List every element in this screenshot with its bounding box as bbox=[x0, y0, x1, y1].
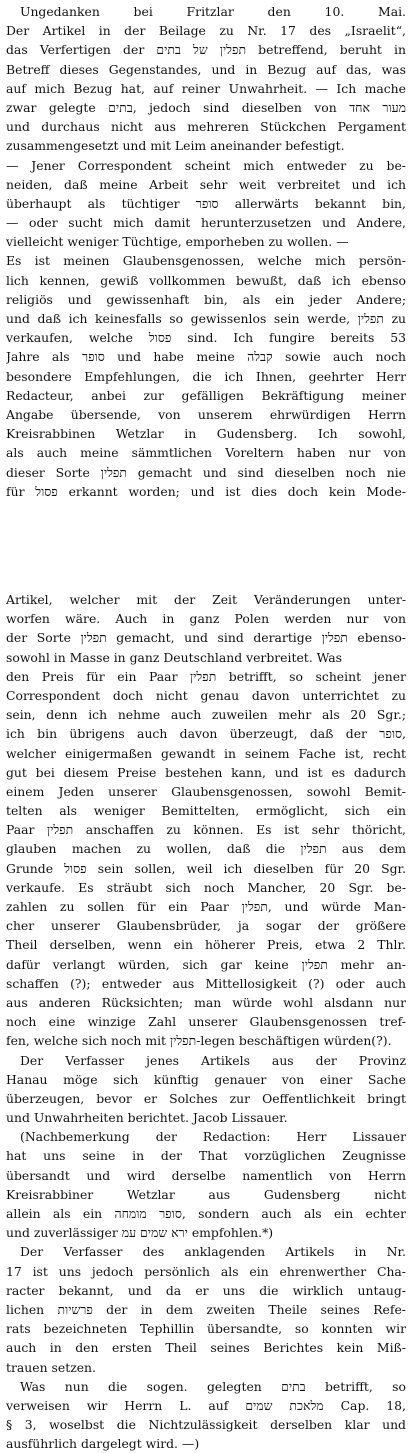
text-line: Kreisrabbinen Wetzlar in Gudensberg. Ich sowohl, bbox=[6, 426, 406, 442]
text-line: auch in den ersten Theil seines Berichtes kein Miß- bbox=[6, 1340, 406, 1356]
text-line: — oder sucht mich damit herunterzusetzen und Andere, bbox=[6, 215, 406, 231]
text-line: hat uns seine in der That vorzüglichen Zeugnisse bbox=[6, 1148, 406, 1164]
text-line: aus anderen Rücksichten; man würde wohl alsdann nur bbox=[6, 994, 406, 1010]
text-line: Kreisrabbiner Wetzlar aus Gudensberg nicht bbox=[6, 1186, 406, 1202]
text-line: § 3, woselbst die Nichtzulässigkeit derselben klar und bbox=[6, 1417, 406, 1433]
text-line: ausführlich dargelegt wird. —) bbox=[6, 1436, 200, 1452]
text-line: Der Verfasser des anklagenden Artikels in Nr. bbox=[20, 1244, 406, 1260]
text-line: auf mich Bezug hat, auf reiner Unwahrheit. — Ich mache bbox=[6, 80, 406, 96]
text-line: und Unwahrheiten berichtet. Jacob Lissauer. bbox=[6, 1110, 288, 1126]
text-line: Artikel, welcher mit der Zeit Veränderungen unter- bbox=[6, 592, 406, 607]
text-line: und daß ich keinesfalls so gewissenlos sein werde, תפלין zu bbox=[6, 311, 406, 326]
text-line: überzeugen, bevor er Solches zur Oeffentlichkeit bringt bbox=[6, 1090, 406, 1106]
text-line: (Nachbemerkung der Redaction: Herr Lissauer bbox=[20, 1129, 406, 1145]
text-line: Grunde פסול sein sollen, weil ich dieselben für 20 Sgr. bbox=[6, 860, 406, 876]
text-line: Redacteur, anbei zur gefälligen Bekräftigung meiner bbox=[6, 387, 406, 403]
text-line: verkaufen, welche פסול sind. Ich fungire bereits 53 bbox=[6, 330, 406, 346]
text-line: Was nun die sogen. gelegten בתים betrifft, so bbox=[20, 1378, 406, 1394]
text-line: Paar תפלין anschaffen zu können. Es ist sehr thöricht, bbox=[6, 822, 406, 838]
text-line: Der Artikel in der Beilage zu Nr. 17 des „Israelit“, bbox=[6, 23, 406, 39]
text-line: dafür verlangt würden, sich gar keine תפלין mehr an- bbox=[6, 956, 406, 972]
text-line: telten als weniger Bemittelten, ermöglicht, sich ein bbox=[6, 803, 406, 819]
text-line: und durchaus nicht aus mehreren Stückchen Pergament bbox=[6, 119, 406, 135]
text-line: verkaufe. Es sträubt sich noch Mancher, 20 Sgr. be- bbox=[6, 879, 406, 895]
text-line: lichen פרשיות der in dem zweiten Theile seines Refe- bbox=[6, 1301, 406, 1317]
text-line: vielleicht weniger Tüchtige, emporheben zu wollen. — bbox=[6, 234, 349, 250]
text-line: religiös und gewissenhaft bin, als ein jeder Andere; bbox=[6, 291, 406, 307]
text-line: das Verfertigen der תפלין של בתים betreffend, beruht in bbox=[6, 42, 406, 58]
text-line: den Preis für ein Paar תפלין betrifft, so scheint jener bbox=[6, 668, 406, 684]
text-line: besondere Empfehlungen, die ich Ihnen, geehrter Herr bbox=[6, 368, 406, 384]
text-line: und zuverlässiger ירא שמים עמ empfohlen.*) bbox=[6, 1225, 274, 1241]
text-line: Correspondent doch nicht genau davon unterrichtet zu bbox=[6, 687, 406, 703]
text-line: Theil derselben, wenn ein höherer Preis, etwa 2 Thlr. bbox=[6, 937, 406, 953]
text-line: 17 ist uns jedoch persönlich als ein ehrenwerther Cha- bbox=[6, 1263, 406, 1279]
text-line: dieser Sorte תפלין gemacht und sind dieselben noch nie bbox=[6, 464, 406, 480]
text-line: Ungedanken bei Fritzlar den 10. Mai. bbox=[20, 4, 406, 19]
text-line: rats bezeichneten Tephillin übersandte, so konnten wir bbox=[6, 1321, 406, 1337]
text-line: fen, welche sich noch mit תפלין-legen beschäftigen würden(?). bbox=[6, 1033, 392, 1049]
text-line: ich bin übrigens auch davon überzeugt, daß der סופר, bbox=[6, 726, 406, 742]
text-line: — Jener Correspondent scheint mich entweder zu be- bbox=[6, 157, 406, 173]
text-line: Betreff dieses Gegenstandes, und in Bezug auf das, was bbox=[6, 61, 406, 77]
text-line: zusammengesetzt und mit Leim aneinander befestigt. bbox=[6, 138, 345, 154]
text-line: schaffen (?); entweder aus Mittellosigkeit (?) oder auch bbox=[6, 975, 406, 991]
text-line: Es ist meinen Glaubensgenossen, welche mich persön- bbox=[6, 253, 406, 269]
text-line: zahlen zu sollen für ein Paar תפלין, und würde Man- bbox=[6, 899, 406, 914]
text-line: sein, denn ich nehme auch zuweilen mehr als 20 Sgr.; bbox=[6, 707, 406, 723]
text-line: welcher einigermaßen gewandt in seinem Fache ist, recht bbox=[6, 745, 406, 761]
text-line: neiden, daß meine Arbeit sehr weit verbreitet und ich bbox=[6, 176, 406, 192]
text-line: allein als ein סופר מומחה, sondern auch als ein echter bbox=[6, 1206, 406, 1221]
text-line: worfen wäre. Auch in ganz Polen werden nur von bbox=[6, 611, 406, 627]
text-line: Jahre als סופר und habe meine קבלה sowie auch noch bbox=[6, 349, 406, 365]
text-line: der Sorte תפלין gemacht, und sind derartige תפלין ebenso- bbox=[6, 630, 406, 646]
text-line: überhaupt als tüchtiger סופר allerwärts bekannt bin, bbox=[6, 195, 406, 211]
text-line: Hanau möge sich künftig genauer von einer Sache bbox=[6, 1071, 406, 1087]
text-line: racter bekannt, und da er uns die wirklich untaug- bbox=[6, 1282, 406, 1298]
text-line: für פסול erkannt worden; und ist dies doch kein Mode- bbox=[6, 483, 406, 499]
article-part-1 bbox=[6, 2, 406, 501]
text-line: Angabe übersende, von unserem ehrwürdigen Herrn bbox=[6, 406, 406, 422]
text-line: gut bei diesem Preise bestehen kann, und ist es dadurch bbox=[6, 764, 406, 780]
text-line: zwar gelegte בתים, jedoch sind dieselben von מעור אחד bbox=[6, 99, 406, 115]
text-line: noch eine winzige Zahl unserer Glaubensgenossen tref- bbox=[6, 1014, 406, 1030]
text-line: lich kennen, gewiß vollkommen bewußt, daß ich ebenso bbox=[6, 272, 406, 288]
text-line: Der Verfasser jenes Artikels aus der Provinz bbox=[20, 1052, 406, 1068]
text-line: verweisen wir Herrn L. auf מלאכת שמים Cap. 18, bbox=[6, 1397, 406, 1413]
text-line: als auch meine sämmtlichen Voreltern haben nur von bbox=[6, 445, 406, 461]
text-line: trauen setzen. bbox=[6, 1359, 96, 1375]
article-part-2 bbox=[6, 590, 406, 1453]
text-line: cher unserer Glaubensbrüder, ja sogar der größere bbox=[6, 918, 406, 934]
text-line: übersandt und wird derselbe namentlich von Herrn bbox=[6, 1167, 406, 1183]
text-line: glauben machen zu wollen, daß die תפלין aus dem bbox=[6, 841, 406, 857]
text-line: sowohl in Masse in ganz Deutschland verbreitet. Was bbox=[6, 649, 343, 665]
text-line: einem Jeden unserer Glaubensgenossen, sowohl Bemit- bbox=[6, 783, 406, 799]
